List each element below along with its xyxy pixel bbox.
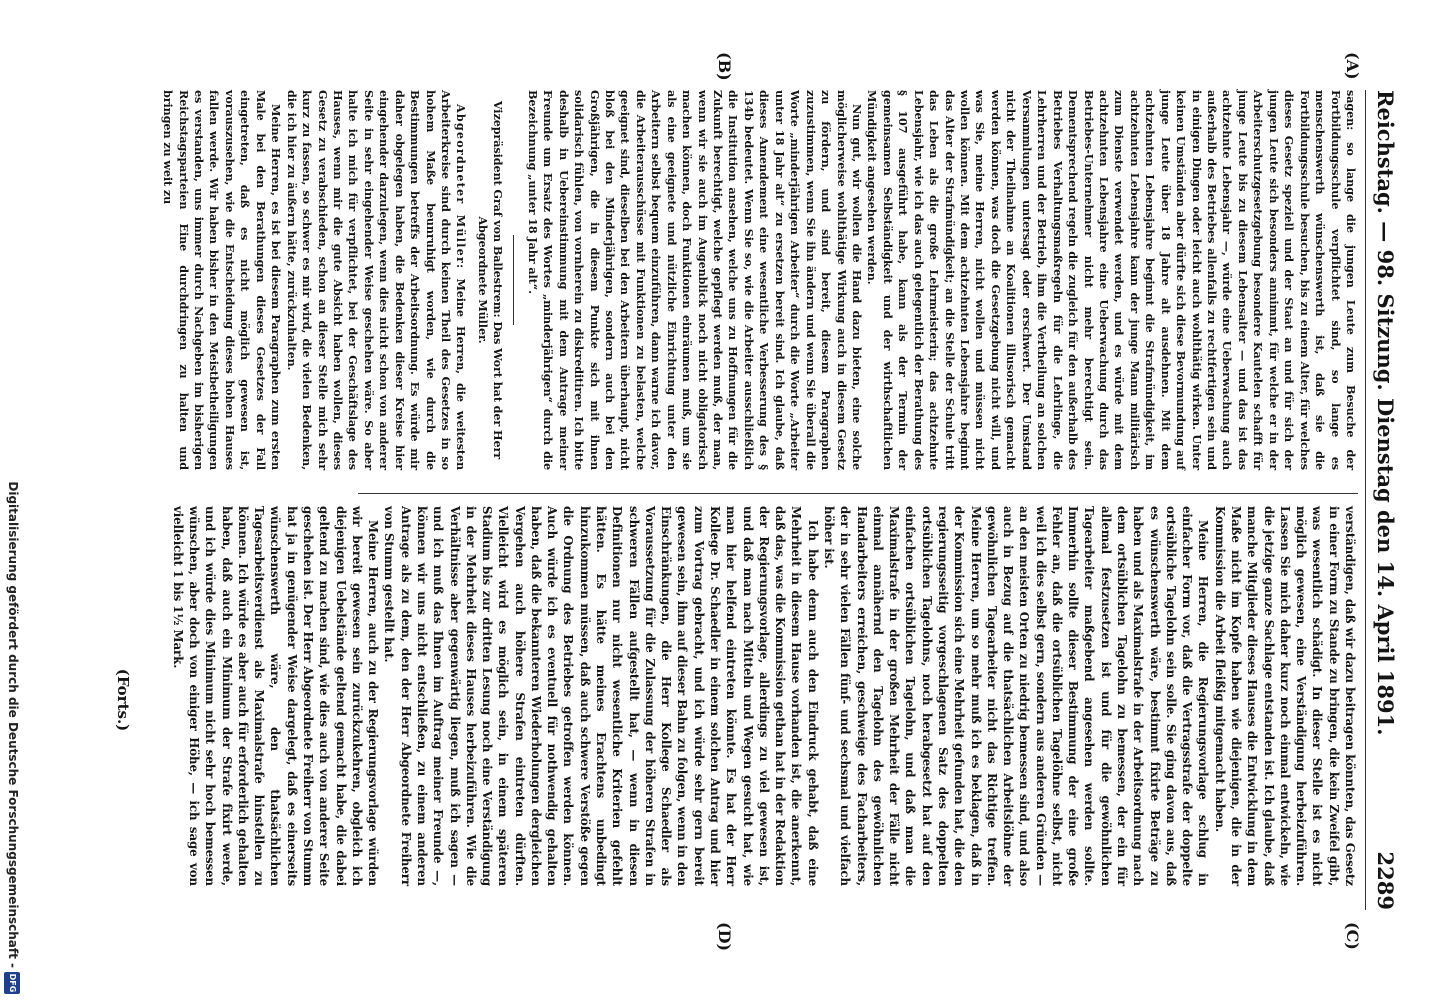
paragraph: Meine Herren, die Regierungsvorlage schlug in einfacher Form vor, daß die Vertragsstrafe der doppelte ortsübliche Tagelohn sein solle. Sie ging davon aus, daß es wünschenswerth wäre, bestimmt fixirte Beträge zu haben und als Maximalstrafe in der Arbeitsordnung nach dem ortsüblichen Tagelohn zu bemessen, der ein für allemal festzusetzen ist und für die gewöhnlichen Tagearbeiter maßgebend angesehen werden sollte. Immerhin sollte dieser Bestimmung der eine große Fehler an, daß die ortsüblichen Tagelöhne selbst, nicht weil ich dies selbst gern, sondern aus anderen Gründen — an den meisten Orten zu niedrig bemessen sind, und also auch in Bezug auf die thatsächlichen Arbeitslöhne der gewöhnlichen Tagearbeiter nicht das Richtige treffen. Meine Herren, um so mehr muß ich es beklagen, daß in der Kommission sich eine Mehrheit gefunden hat, die den regierungsseitig vorgeschlagenen Satz des doppelten ortsüblichen Tagelohns, noch herabgesetzt hat auf den einfachen ortsüblichen Tagelohn, und daß man die Maximalstrafe in der großen Mehrheit der Fälle nicht einmal annähernd den Tagelohn des gewöhnlichen Handarbeiters erreichen, geschweige des Facharbeiters, der in sehr vielen Fällen fünf- und sechsmal und vielfach höher ist. [822, 506, 1211, 886]
column-divider [358, 493, 1358, 494]
paragraph: Ich habe denn auch den Eindruck gehabt, daß eine Mehrheit in diesem Hause vorhanden ist, die anerkennt, daß das, was die Kommission gethan hat in der Redaktion der Regierungsvorlage, allerdings zu viel gewesen ist, und daß man nach Mitteln und Wegen gesucht hat, wie man hier helfend eintreten könnte. Es hat der Herr Kollege Dr. Schaedler in einem solchen Antrag und hier zum Vortrag gebracht, und ich würde sehr gern bereit gewesen sein, ihm auf dieser Bahn zu folgen, wenn in den Einschränkungen, die Herr Kollege Schaedler als Voraussetzung für die Zulassung der höheren Strafen in schweren Fällen aufgestellt hat, — wenn in diesen Definitionen nur nicht wesentliche Kriterien gefehlt hätten. Es hätte meines Erachtens unbedingt hinzukommen müssen, daß auch schwere Verstöße gegen die Ordnung des Betriebes getroffen werden können. Auch würde ich es eventuell für nothwendig gehalten haben, daß die bekannteren Wiederholungen dergleichen Vergehen auch höhere Strafen eintreten dürften. Vielleicht wird es möglich sein, in einem späteren Stadium bis zur dritten Lesung noch eine Verständigung in der Mehrheit dieses Hauses herbeizuführen. Wie die Verhältnisse aber gegenwärtig liegen, muß ich sagen — und ich muß das Ihnen im Auftrag meiner Freunde —, können wir uns nicht entschließen, zu einem anderen Antrage als zu dem, den der Herr Abgeordnete Freiherr von Stumm gestellt hat. [382, 506, 820, 886]
paragraph [283, 90, 468, 470]
margin-mark-a: (A) [1343, 52, 1362, 80]
paragraph: verständigen, daß wir dazu beitragen könnten, das Gesetz in einer Form zu Stande zu bringen, die kein Zweifel gibt, was wesentlich schädigt. In dieser Stelle ist es nicht möglich gewesen, eine Verständigung herbeizuführen. Lassen Sie mich daher kurz noch einmal entwickeln, wie die jetzige ganze Sachlage entstanden ist. Ich glaube, daß manche Mitglieder dieses Hauses die Entwicklung in dem Maße nicht im Kopfe haben wie diejenigen, die in der Kommission die Arbeit fleißig mitgemacht haben. [1212, 506, 1357, 886]
footer-text: Digitalisierung gefördert durch die Deutsche Forschungsgemeinschaft - [6, 481, 20, 968]
left-column [160, 90, 1358, 470]
paragraph: sagen: so lange die jungen Leute zum Besuche der Fortbildungsschule verpflichtet sind, so lange es menschenswerth wünschenswerth ist, daß sie die Fortbildungsschule besuchen, bis zu einem Alter, für welches dieses Gesetz speziell und der Staat an und für sich der jungen Leute sich besonders annimmt, für welche er in der Arbeiterschutzgesetzgebung besondere Kautelen schafft für junge Leute bis zu diesem Lebensalter — und das ist das achtzehnte Lebensjahr —, würde eine Ueberwachung auch außerhalb des Betriebes allenfalls zu rechtfertigen sein und in einigen Dingen oder leicht auch wohlthätig wirken. Unter keinen Umständen aber dürfte sich diese Bevormundung auf junge Leute über 18 Jahre alt ausdehnen. Mit dem achtzehnten Lebensjahre beginnt die Strafmündigkeit, im achtzehnten Lebensjahre kann der junge Mann militärisch zum Dienste verwendet werden, und es würde mit dem achtzehnten Lebensjahre eine Ueberwachung durch das Betriebes-Unternehmer nicht mehr berechtigt sein. Dementsprechend regeln die zugleich für den außerhalb des Betriebes Verhaltungsmaßregeln für die Lehrlinge, die Lehrherren und der Betrieb, ihm die Vertheilung an solchen Versammlungen untersagt oder erschwert. Der Umstand nicht der Theilnahme an Koalitionen illusorisch gemacht werden können, was doch die Gesetzgebung nicht will, und was Sie, meine Herren, nicht wollen und müssen nicht wollen können. Mit dem achtzehnten Lebensjahre beginnt das Alter der Strafmündigkeit; an die Stelle der Schule tritt das Leben als die große Lehrmeisterin; das achtzehnte Lebensjahr, wie ich das auch gelegentlich der Berathung des § 107 ausgeführt habe, kann als der Termin der gemeinsamen Selbständigkeit und der wirthschaftlichen Mündigkeit angesehen werden. [865, 90, 1358, 470]
margin-mark-d: (D) [715, 922, 734, 952]
margin-mark-b: (B) [715, 52, 734, 81]
margin-mark-c: (C) [1343, 922, 1362, 950]
page-number: 2289 [1373, 851, 1398, 910]
paragraph: Meine Herren, es ist bei diesem Paragraphen zum ersten Male bei den Berathungen dieses Gesetzes der Fall eingetreten, daß es nicht möglich gewesen ist, vorauszusehen, wie die Entscheidung dieses hohen Hauses fallen werde. Wir haben bisher in den Meistbetheiligungen es verstanden, uns immer durch Nachgeben im bisherigen Reichstagsparteien Eine durchdringen zu halten und bringen zu weit zu [161, 90, 284, 470]
paragraph: Nun gut, wir wollen die Hand dazu bieten, eine solche möglicherweise wohlthätige Wirkung auch in diesem Gesetz zu fördern, und sind bereit, diesem Paragraphen zuzustimmen, wenn Sie ihn ändern und wenn Sie überall die Worte „minderjährigen Arbeiter“ durch die Worte „Arbeiter unter 18 Jahr alt“ zu ersetzen bereit sind. Ich glaube, daß dieses Amendement eine wesentliche Verbesserung des § 134b bedeutet. Wenn Sie so, wie die Arbeiter ausschließlich die Institution ansehen, welche uns zu Hoffnungen für die Zukunft berechtigt, welche gepflegt werden muß, der man, wenn wir sie auch im Augenblick noch nicht obligatorisch machen können, doch Funktionen einräumen muß, um sie als eine geeignete und nützliche Einrichtung unter den Arbeitern selbst bequem einzuführen, dann warne ich davor, die Arbeiterausschüsse mit Funktionen zu belasten, welche geeignet sind, dieselben bei den Arbeitern überhaupt, nicht bloß bei den Minderjährigen, sondern auch bei den Großjährigen, die in diesem Punkte sich mit ihnen solidarisch fühlen, von vornherein zu diskreditiren. Ich bitte deshalb in Uebereinstimmung mit dem Antrage meiner Freunde um Ersatz des Wortes „minderjährigen“ durch die Bezeichnung „unter 18 Jahr alt“. [525, 90, 864, 470]
speaker-name: Abgeordneter Müller: [454, 104, 469, 270]
paragraph: Meine Herren, auch zu der Regierungsvorlage würden wir bereit gewesen sein zurückzukehren, obgleich ich diejenigen Uebelstände geltend gemacht habe, die dabei geltend zu machen sind, wie dies auch von anderer Seite geschehen ist. Der Herr Abgeordnete Freiherr von Stumm hat ja in genügender Weise dargelegt, daß es einerseits wünschenswerth wäre, den thatsächlichen Tagesarbeitsverdienst als Maximalstrafe hinstellen zu können. Ich würde es aber auch für erforderlich gehalten haben, daß auch ein Minimum der Strafe fixirt werde, und ich würde dies Minimum nicht sehr hoch bemessen wünschen, aber doch von einiger Höhe, — ich sage von vielleicht 1 bis 1½ Mark. [170, 506, 381, 886]
continuation-note: (Forts.) [114, 668, 132, 732]
section-rule [513, 235, 514, 325]
running-title: Reichstag. — 98. Sitzung. Dienstag den 14. April 1891. [1373, 90, 1398, 736]
right-column [169, 506, 1358, 886]
paragraph-text: Meine Herren, die weitesten Arbeiterkreise sind durch keinen Theil des Gesetzes in so hohem Maße beunruhigt worden, wie durch die Bestimmungen betreffs der Arbeitsordnung. Es würde mir daher obgelegen haben, die Bedenken dieser Kreise hier eingehender darzulegen, wenn dies nicht schon von anderer Seite in sehr eingehender Weise geschehen wäre. So aber halte ich mich für verpflichtet, bei der Geschäftslage des Hauses, wenn mir die gute Absicht haben wollen, dieses Gesetz zu verabschieden, schon an dieser Stelle mich sehr kurz zu fassen, so schwer es mir wird, die vielen Bedenken, die ich hier zu äußern hätte, zurückzuhalten. [284, 90, 469, 471]
header-rule [1365, 90, 1366, 910]
digitization-footer [0, 0, 26, 1000]
page-header [1368, 90, 1398, 910]
dfg-logo: DFG [5, 972, 21, 994]
speaker-announcement: Vizepräsident Graf von Ballestrem: Das Wort hat der Herr Abgeordnete Müller. [475, 100, 506, 460]
